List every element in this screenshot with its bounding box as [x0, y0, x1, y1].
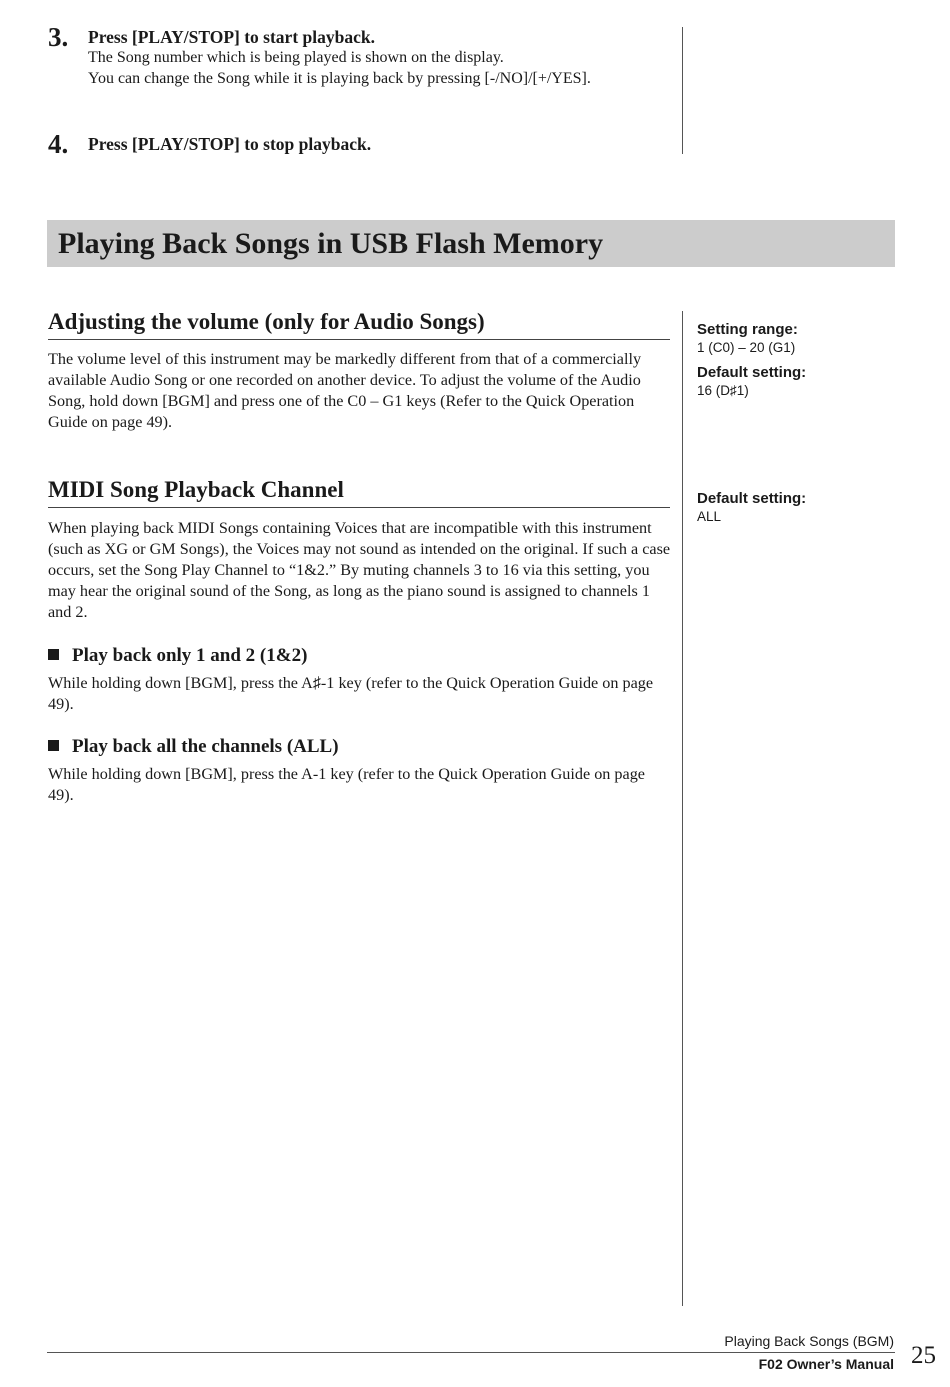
section-title: Playing Back Songs in USB Flash Memory — [58, 227, 604, 260]
default-setting-label: Default setting: — [697, 364, 807, 381]
square-bullet-icon — [48, 649, 59, 660]
volume-side-notes — [697, 320, 806, 400]
volume-paragraph: The volume level of this instrument may be markedly different from that of a commercially available Audio Song or one recorded on another device. To adjust the volume of the Audio Song, hold down [BGM] and press one of the C0 – G1 keys (Refer to the Quick Operation Guide on page 49). — [48, 350, 642, 432]
subsection-paragraph-1and2: While holding down [BGM], press the A♯-1 key (refer to the Quick Operation Guide on page 49). — [48, 674, 654, 714]
default-setting-value: 16 (D♯1) — [697, 383, 749, 398]
default-setting-label: Default setting: — [697, 490, 807, 507]
step-number: 4. — [48, 129, 69, 159]
midi-side-notes — [697, 489, 806, 526]
footer-manual-title: F02 Owner’s Manual — [758, 1356, 894, 1372]
setting-range-label: Setting range: — [697, 321, 798, 338]
step-3 — [48, 24, 668, 94]
step-title: Press [PLAY/STOP] to stop playback. — [88, 134, 372, 154]
subsection-paragraph-all: While holding down [BGM], press the A-1 key (refer to the Quick Operation Guide on page 49). — [48, 765, 645, 805]
column-divider-top — [682, 27, 683, 154]
column-divider-main — [682, 311, 683, 1306]
footer-divider — [47, 1352, 895, 1353]
midi-heading: MIDI Song Playback Channel — [48, 476, 670, 508]
step-line: You can change the Song while it is playing back by pressing [-/NO]/[+/YES]. — [88, 70, 591, 87]
square-bullet-icon — [48, 740, 59, 751]
subsection-title: Play back only 1 and 2 (1&2) — [72, 645, 308, 666]
subsection-heading-all — [48, 735, 339, 759]
setting-range-value: 1 (C0) – 20 (G1) — [697, 340, 796, 355]
volume-heading: Adjusting the volume (only for Audio Songs) — [48, 308, 670, 340]
subsection-title: Play back all the channels (ALL) — [72, 736, 339, 757]
page-number: 25 — [911, 1342, 936, 1369]
step-number: 3. — [48, 22, 69, 52]
footer-section-name: Playing Back Songs (BGM) — [724, 1333, 894, 1349]
step-line: The Song number which is being played is shown on the display. — [88, 49, 504, 66]
midi-paragraph: When playing back MIDI Songs containing Voices that are incompatible with this instrument (such as XG or GM Songs), the Voices may not sound as intended on the original. If such a case occurs, set the Song Play Channel to “1&2.” By muting channels 3 to 16 via this setting, you may hear the original sound of the Song, as long as the piano sound is assigned to channels 1 and 2. — [48, 519, 671, 622]
section-banner — [47, 220, 895, 267]
subsection-heading-1and2 — [48, 644, 307, 668]
step-4 — [48, 131, 668, 159]
step-title: Press [PLAY/STOP] to start playback. — [88, 27, 375, 47]
step-description — [88, 47, 591, 89]
default-setting-value: ALL — [697, 509, 722, 524]
